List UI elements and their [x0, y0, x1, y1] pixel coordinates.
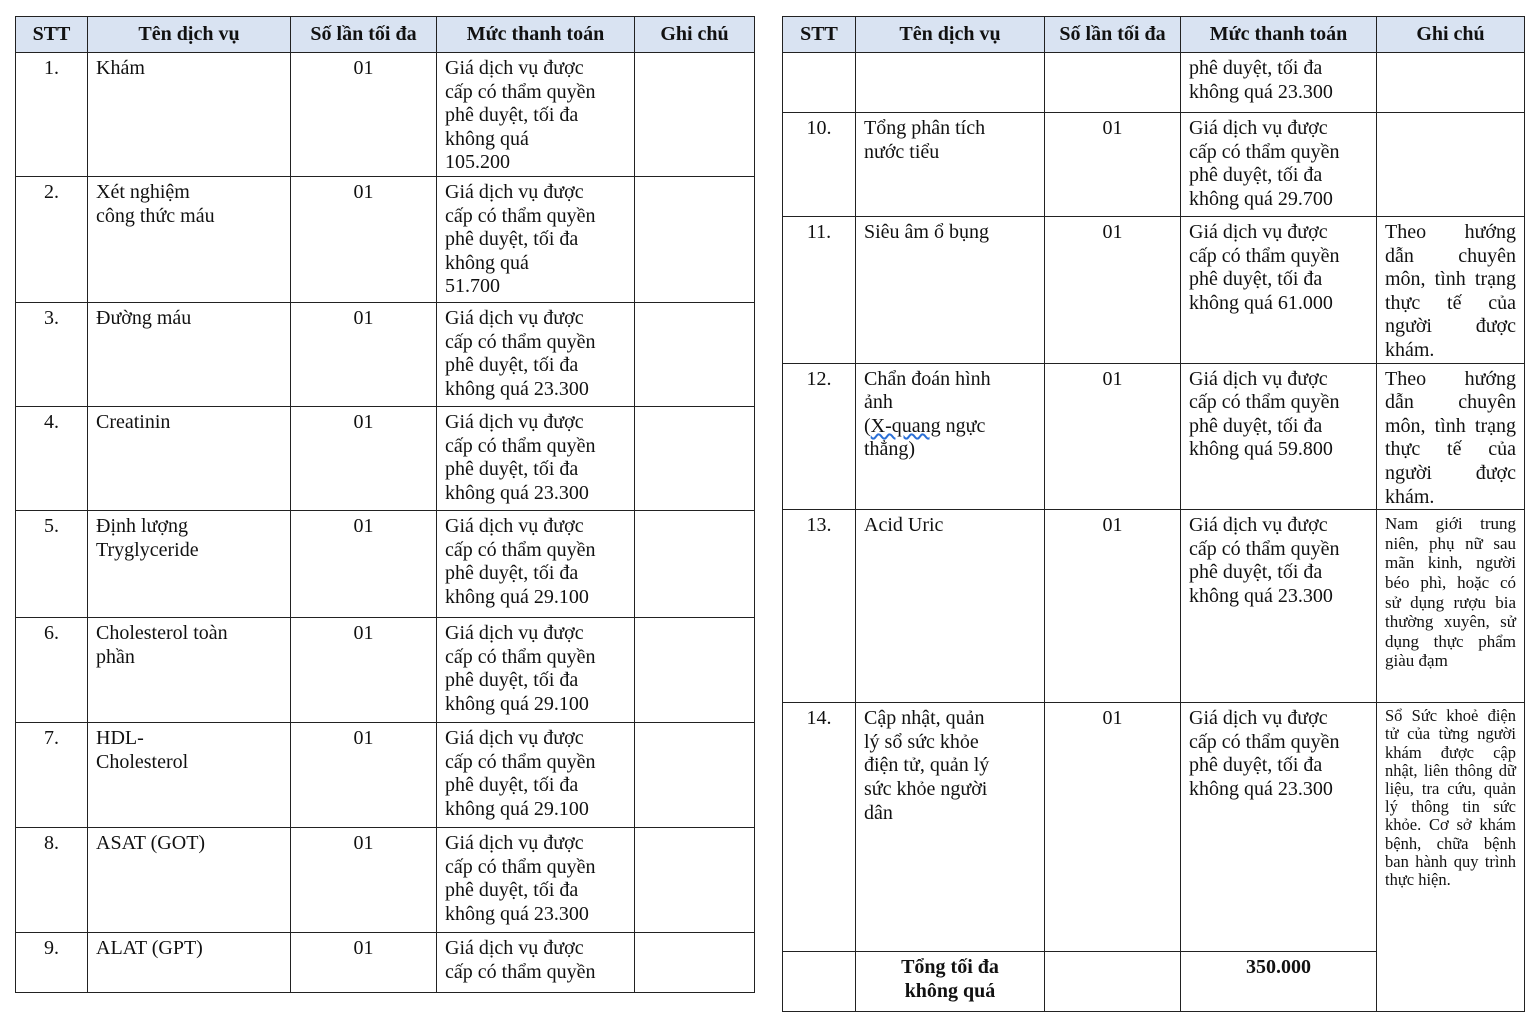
service-name-line: Cholesterol [96, 750, 189, 773]
payment-line: cấp có thẩm quyền [1189, 537, 1340, 560]
row-service-name: Đường máu [88, 303, 291, 407]
row-service-name: ASAT (GOT) [88, 828, 291, 933]
total-label [856, 952, 1045, 1012]
row-note [635, 177, 755, 303]
row-stt: 9. [16, 933, 88, 993]
row-note [635, 407, 755, 511]
payment-line: cấp có thẩm quyền [445, 855, 596, 878]
payment-line: cấp có thẩm quyền [445, 750, 596, 773]
payment-line: cấp có thẩm quyền [445, 204, 596, 227]
row-service-name [856, 363, 1045, 510]
row-note: Theo hướng dẫn chuyên môn, tình trạng thực tế của người được khám. [1377, 363, 1525, 510]
service-name-line: dân [864, 801, 893, 824]
service-name-line: điện tử, quản lý [864, 754, 990, 777]
payment-line: Giá dịch vụ được [445, 832, 584, 854]
row-stt: 1. [16, 53, 88, 177]
row-max-times: 01 [1045, 217, 1181, 364]
payment-line: không quá 29.100 [445, 585, 589, 608]
row-note [635, 303, 755, 407]
total-label-line: không quá [904, 979, 996, 1002]
row-service-name [856, 113, 1045, 217]
row-payment [437, 303, 635, 407]
payment-line: Giá dịch vụ được [445, 181, 584, 203]
row-max-times: 01 [291, 933, 437, 993]
row-max-times: 01 [291, 303, 437, 407]
row-note: Sổ Sức khoẻ điện tử của từng người khám được cập nhật, liên thông dữ liệu, tra cứu, quản lý thông tin sức khỏe. Cơ sở khám bệnh, chữa bệnh ban hành quy trình thực hiện. [1377, 703, 1525, 1012]
service-name-line: (X-quang ngực [864, 414, 986, 437]
row-stt: 14. [783, 703, 856, 952]
row-payment [1181, 363, 1377, 510]
payment-line: cấp có thẩm quyền [445, 434, 596, 457]
services-table-left [15, 16, 755, 993]
services-table-right [782, 16, 1525, 1012]
service-name-line: Xét nghiệm [96, 181, 190, 203]
payment-line: phê duyệt, tối đa [1189, 414, 1323, 437]
payment-line: không quá 59.800 [1189, 438, 1333, 461]
row-max-times: 01 [291, 828, 437, 933]
row-note [1377, 113, 1525, 217]
row-stt: 3. [16, 303, 88, 407]
table-row [16, 511, 755, 618]
row-note [635, 511, 755, 618]
table-row [783, 510, 1525, 703]
row-max-times: 01 [291, 511, 437, 618]
payment-line: không quá 29.100 [445, 797, 589, 820]
row-payment [437, 723, 635, 828]
row-max-times: 01 [291, 723, 437, 828]
payment-line: phê duyệt, tối đa [445, 354, 579, 377]
row-service-name [856, 703, 1045, 952]
table-row [783, 113, 1525, 217]
payment-line: Giá dịch vụ được [445, 622, 584, 644]
service-name-line: Cholesterol toàn [96, 622, 228, 644]
row-payment [437, 53, 635, 177]
row-note [1377, 53, 1525, 113]
row-service-name: ALAT (GPT) [88, 933, 291, 993]
payment-line: không quá 23.300 [1189, 584, 1333, 607]
row-max-times: 01 [291, 53, 437, 177]
table-row [16, 828, 755, 933]
row-stt: 5. [16, 511, 88, 618]
header-stt: STT [783, 17, 856, 53]
payment-line: không quá [445, 127, 529, 150]
row-max-times [1045, 53, 1181, 113]
row-stt: 13. [783, 510, 856, 703]
row-stt: 8. [16, 828, 88, 933]
payment-line: không quá 23.300 [1189, 80, 1333, 103]
row-payment [437, 177, 635, 303]
header-max-times: Số lần tối đa [291, 17, 437, 53]
row-max-times: 01 [1045, 510, 1181, 703]
row-service-name: Acid Uric [856, 510, 1045, 703]
row-payment [1181, 703, 1377, 952]
table-row [783, 363, 1525, 510]
payment-line: phê duyệt, tối đa [445, 879, 579, 902]
spellcheck-underline: X-quang [870, 414, 941, 437]
payment-line: Giá dịch vụ được [445, 57, 584, 79]
table-row [783, 703, 1525, 952]
row-max-times: 01 [1045, 363, 1181, 510]
row-note: Nam giới trung niên, phụ nữ sau mãn kinh, người béo phì, hoặc có sử dụng rượu bia thường xuyên, sử dụng thực phẩm giàu đạm [1377, 510, 1525, 703]
row-max-times: 01 [291, 177, 437, 303]
row-max-times: 01 [291, 618, 437, 723]
payment-line: cấp có thẩm quyền [1189, 730, 1340, 753]
row-payment [437, 933, 635, 993]
service-name-line: Chẩn đoán hình [864, 367, 991, 390]
payment-line: Giá dịch vụ được [1189, 514, 1328, 537]
payment-line: không quá 23.300 [1189, 777, 1333, 800]
payment-line: Giá dịch vụ được [1189, 117, 1328, 139]
row-service-name [88, 723, 291, 828]
header-service: Tên dịch vụ [88, 17, 291, 53]
service-name-line: HDL- [96, 727, 144, 749]
table-row [783, 217, 1525, 364]
row-note [635, 933, 755, 993]
payment-line: 51.700 [445, 275, 500, 298]
row-note [635, 723, 755, 828]
payment-line: Giá dịch vụ được [445, 411, 584, 433]
payment-line: không quá 23.300 [445, 902, 589, 925]
row-note: Theo hướng dẫn chuyên môn, tình trạng thực tế của người được khám. [1377, 217, 1525, 364]
row-stt: 10. [783, 113, 856, 217]
payment-line: Giá dịch vụ được [1189, 707, 1328, 730]
table-body-left [16, 53, 755, 993]
service-name-line: nước tiểu [864, 140, 940, 163]
payment-line: phê duyệt, tối đa [445, 669, 579, 692]
payment-line: phê duyệt, tối đa [445, 228, 579, 251]
row-payment [437, 511, 635, 618]
table-body-right [783, 53, 1525, 1012]
service-name-line: Tổng phân tích [864, 117, 986, 139]
service-name-line: phần [96, 645, 135, 668]
payment-line: phê duyệt, tối đa [1189, 57, 1323, 79]
row-max-times: 01 [1045, 113, 1181, 217]
payment-line: Giá dịch vụ được [445, 515, 584, 537]
service-name-line: ảnh [864, 391, 893, 414]
total-times-empty [1045, 952, 1181, 1012]
table-row [16, 177, 755, 303]
service-name-line: Cập nhật, quản [864, 707, 985, 730]
payment-line: Giá dịch vụ được [1189, 221, 1328, 243]
row-payment [437, 618, 635, 723]
service-name-line: thẳng) [864, 438, 916, 461]
row-payment [1181, 217, 1377, 364]
header-payment: Mức thanh toán [1181, 17, 1377, 53]
service-name-line: Định lượng [96, 515, 188, 537]
payment-line: phê duyệt, tối đa [445, 774, 579, 797]
header-stt: STT [16, 17, 88, 53]
row-payment [1181, 510, 1377, 703]
row-stt: 7. [16, 723, 88, 828]
payment-line: phê duyệt, tối đa [445, 562, 579, 585]
service-name-line: Tryglyceride [96, 538, 199, 561]
payment-line: không quá 29.100 [445, 692, 589, 715]
payment-line: không quá 23.300 [445, 481, 589, 504]
payment-line: cấp có thẩm quyền [445, 80, 596, 103]
row-stt: 2. [16, 177, 88, 303]
header-service: Tên dịch vụ [856, 17, 1045, 53]
service-name-line: công thức máu [96, 204, 215, 227]
row-payment [437, 828, 635, 933]
row-note [635, 828, 755, 933]
payment-line: phê duyệt, tối đa [1189, 561, 1323, 584]
payment-line: cấp có thẩm quyền [1189, 244, 1340, 267]
row-stt: 4. [16, 407, 88, 511]
header-max-times: Số lần tối đa [1045, 17, 1181, 53]
payment-line: cấp có thẩm quyền [1189, 391, 1340, 414]
row-stt: 11. [783, 217, 856, 364]
payment-line: phê duyệt, tối đa [445, 104, 579, 127]
row-stt: 6. [16, 618, 88, 723]
payment-line: không quá 29.700 [1189, 187, 1333, 210]
service-name-line: sức khỏe người [864, 777, 988, 800]
row-service-name [88, 511, 291, 618]
header-note: Ghi chú [1377, 17, 1525, 53]
payment-line: phê duyệt, tối đa [1189, 754, 1323, 777]
table-row [16, 303, 755, 407]
payment-line: phê duyệt, tối đa [445, 458, 579, 481]
table-row [16, 53, 755, 177]
payment-line: Giá dịch vụ được [1189, 367, 1328, 390]
header-note: Ghi chú [635, 17, 755, 53]
table-row [16, 933, 755, 993]
payment-line: Giá dịch vụ được [445, 727, 584, 749]
row-payment [1181, 53, 1377, 113]
total-amount: 350.000 [1181, 952, 1377, 1012]
row-payment [1181, 113, 1377, 217]
table-row [783, 53, 1525, 113]
row-service-name: Siêu âm ổ bụng [856, 217, 1045, 364]
row-max-times: 01 [1045, 703, 1181, 952]
payment-line: cấp có thẩm quyền [445, 330, 596, 353]
payment-line: cấp có thẩm quyền [1189, 140, 1340, 163]
payment-line: phê duyệt, tối đa [1189, 164, 1323, 187]
payment-line: cấp có thẩm quyền [445, 645, 596, 668]
row-stt [783, 53, 856, 113]
table-row [16, 407, 755, 511]
row-service-name: Khám [88, 53, 291, 177]
row-stt: 12. [783, 363, 856, 510]
payment-line: không quá [445, 251, 529, 274]
total-stt-empty [783, 952, 856, 1012]
table-row [16, 618, 755, 723]
payment-line: cấp có thẩm quyền [445, 538, 596, 561]
service-name-line: lý sổ sức khỏe [864, 730, 979, 753]
payment-line: Giá dịch vụ được [445, 307, 584, 329]
header-payment: Mức thanh toán [437, 17, 635, 53]
payment-line: phê duyệt, tối đa [1189, 268, 1323, 291]
row-note [635, 618, 755, 723]
payment-line: cấp có thẩm quyền [445, 960, 596, 983]
row-service-name: Creatinin [88, 407, 291, 511]
row-service-name [88, 177, 291, 303]
row-service-name [856, 53, 1045, 113]
payment-line: không quá 61.000 [1189, 291, 1333, 314]
row-service-name [88, 618, 291, 723]
payment-line: không quá 23.300 [445, 377, 589, 400]
payment-line: Giá dịch vụ được [445, 937, 584, 959]
table-header-row [16, 17, 755, 53]
row-payment [437, 407, 635, 511]
payment-line: 105.200 [445, 151, 510, 174]
row-note [635, 53, 755, 177]
row-max-times: 01 [291, 407, 437, 511]
total-label-line: Tổng tối đa [901, 956, 999, 979]
table-header-row [783, 17, 1525, 53]
table-row [16, 723, 755, 828]
